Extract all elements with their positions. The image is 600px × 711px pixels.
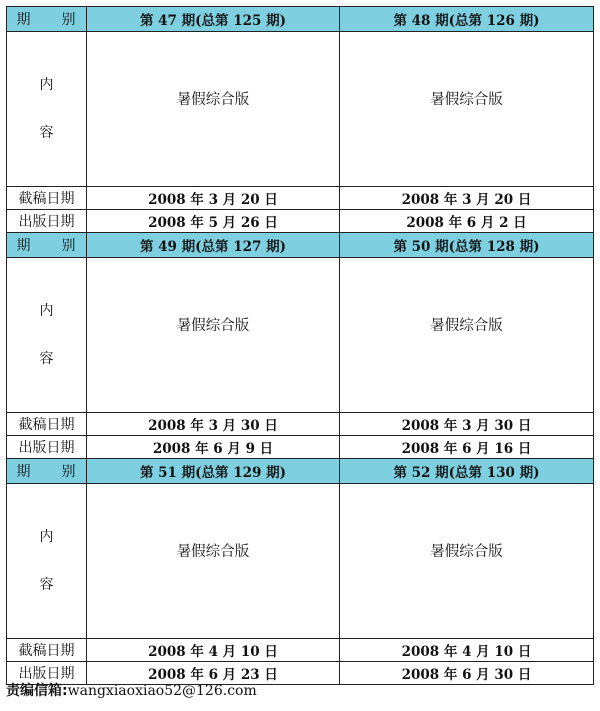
issue-title: 第 48 期(总第 126 期) [340,7,594,32]
period-label: 期 别 [7,459,87,484]
publish-date: 2008 年 6 月 23 日 [87,662,340,685]
editor-contact [6,680,257,700]
editor-email-label: 责编信箱: [6,683,68,699]
deadline-date: 2008 年 3 月 20 日 [87,187,340,210]
period-row [7,233,594,258]
content-value: 暑假综合版 [87,258,340,413]
schedule-table [6,6,594,685]
content-value: 暑假综合版 [340,32,594,187]
issue-title: 第 47 期(总第 125 期) [87,7,340,32]
content-label: 内 容 [7,484,87,639]
publish-label: 出版日期 [7,210,87,233]
publish-label: 出版日期 [7,436,87,459]
publish-date: 2008 年 5 月 26 日 [87,210,340,233]
content-row [7,32,594,187]
deadline-date: 2008 年 3 月 30 日 [340,413,594,436]
deadline-date: 2008 年 4 月 10 日 [340,639,594,662]
content-value: 暑假综合版 [87,484,340,639]
publish-row [7,210,594,233]
publish-row [7,436,594,459]
period-label: 期 别 [7,7,87,32]
issue-title: 第 51 期(总第 129 期) [87,459,340,484]
publish-date: 2008 年 6 月 9 日 [87,436,340,459]
content-label: 内 容 [7,32,87,187]
deadline-date: 2008 年 3 月 30 日 [87,413,340,436]
deadline-row [7,187,594,210]
content-label: 内 容 [7,258,87,413]
issue-title: 第 50 期(总第 128 期) [340,233,594,258]
deadline-label: 截稿日期 [7,413,87,436]
content-row [7,258,594,413]
issue-title: 第 49 期(总第 127 期) [87,233,340,258]
period-row [7,7,594,32]
content-value: 暑假综合版 [340,484,594,639]
deadline-label: 截稿日期 [7,639,87,662]
period-label: 期 别 [7,233,87,258]
deadline-row [7,413,594,436]
publish-label: 出版日期 [7,662,87,685]
content-value: 暑假综合版 [340,258,594,413]
content-row [7,484,594,639]
period-row [7,459,594,484]
content-value: 暑假综合版 [87,32,340,187]
deadline-label: 截稿日期 [7,187,87,210]
publish-date: 2008 年 6 月 2 日 [340,210,594,233]
issue-title: 第 52 期(总第 130 期) [340,459,594,484]
deadline-row [7,639,594,662]
editor-email[interactable]: wangxiaoxiao52@126.com [67,683,257,699]
deadline-date: 2008 年 4 月 10 日 [87,639,340,662]
publish-date: 2008 年 6 月 30 日 [340,662,594,685]
deadline-date: 2008 年 3 月 20 日 [340,187,594,210]
publish-date: 2008 年 6 月 16 日 [340,436,594,459]
